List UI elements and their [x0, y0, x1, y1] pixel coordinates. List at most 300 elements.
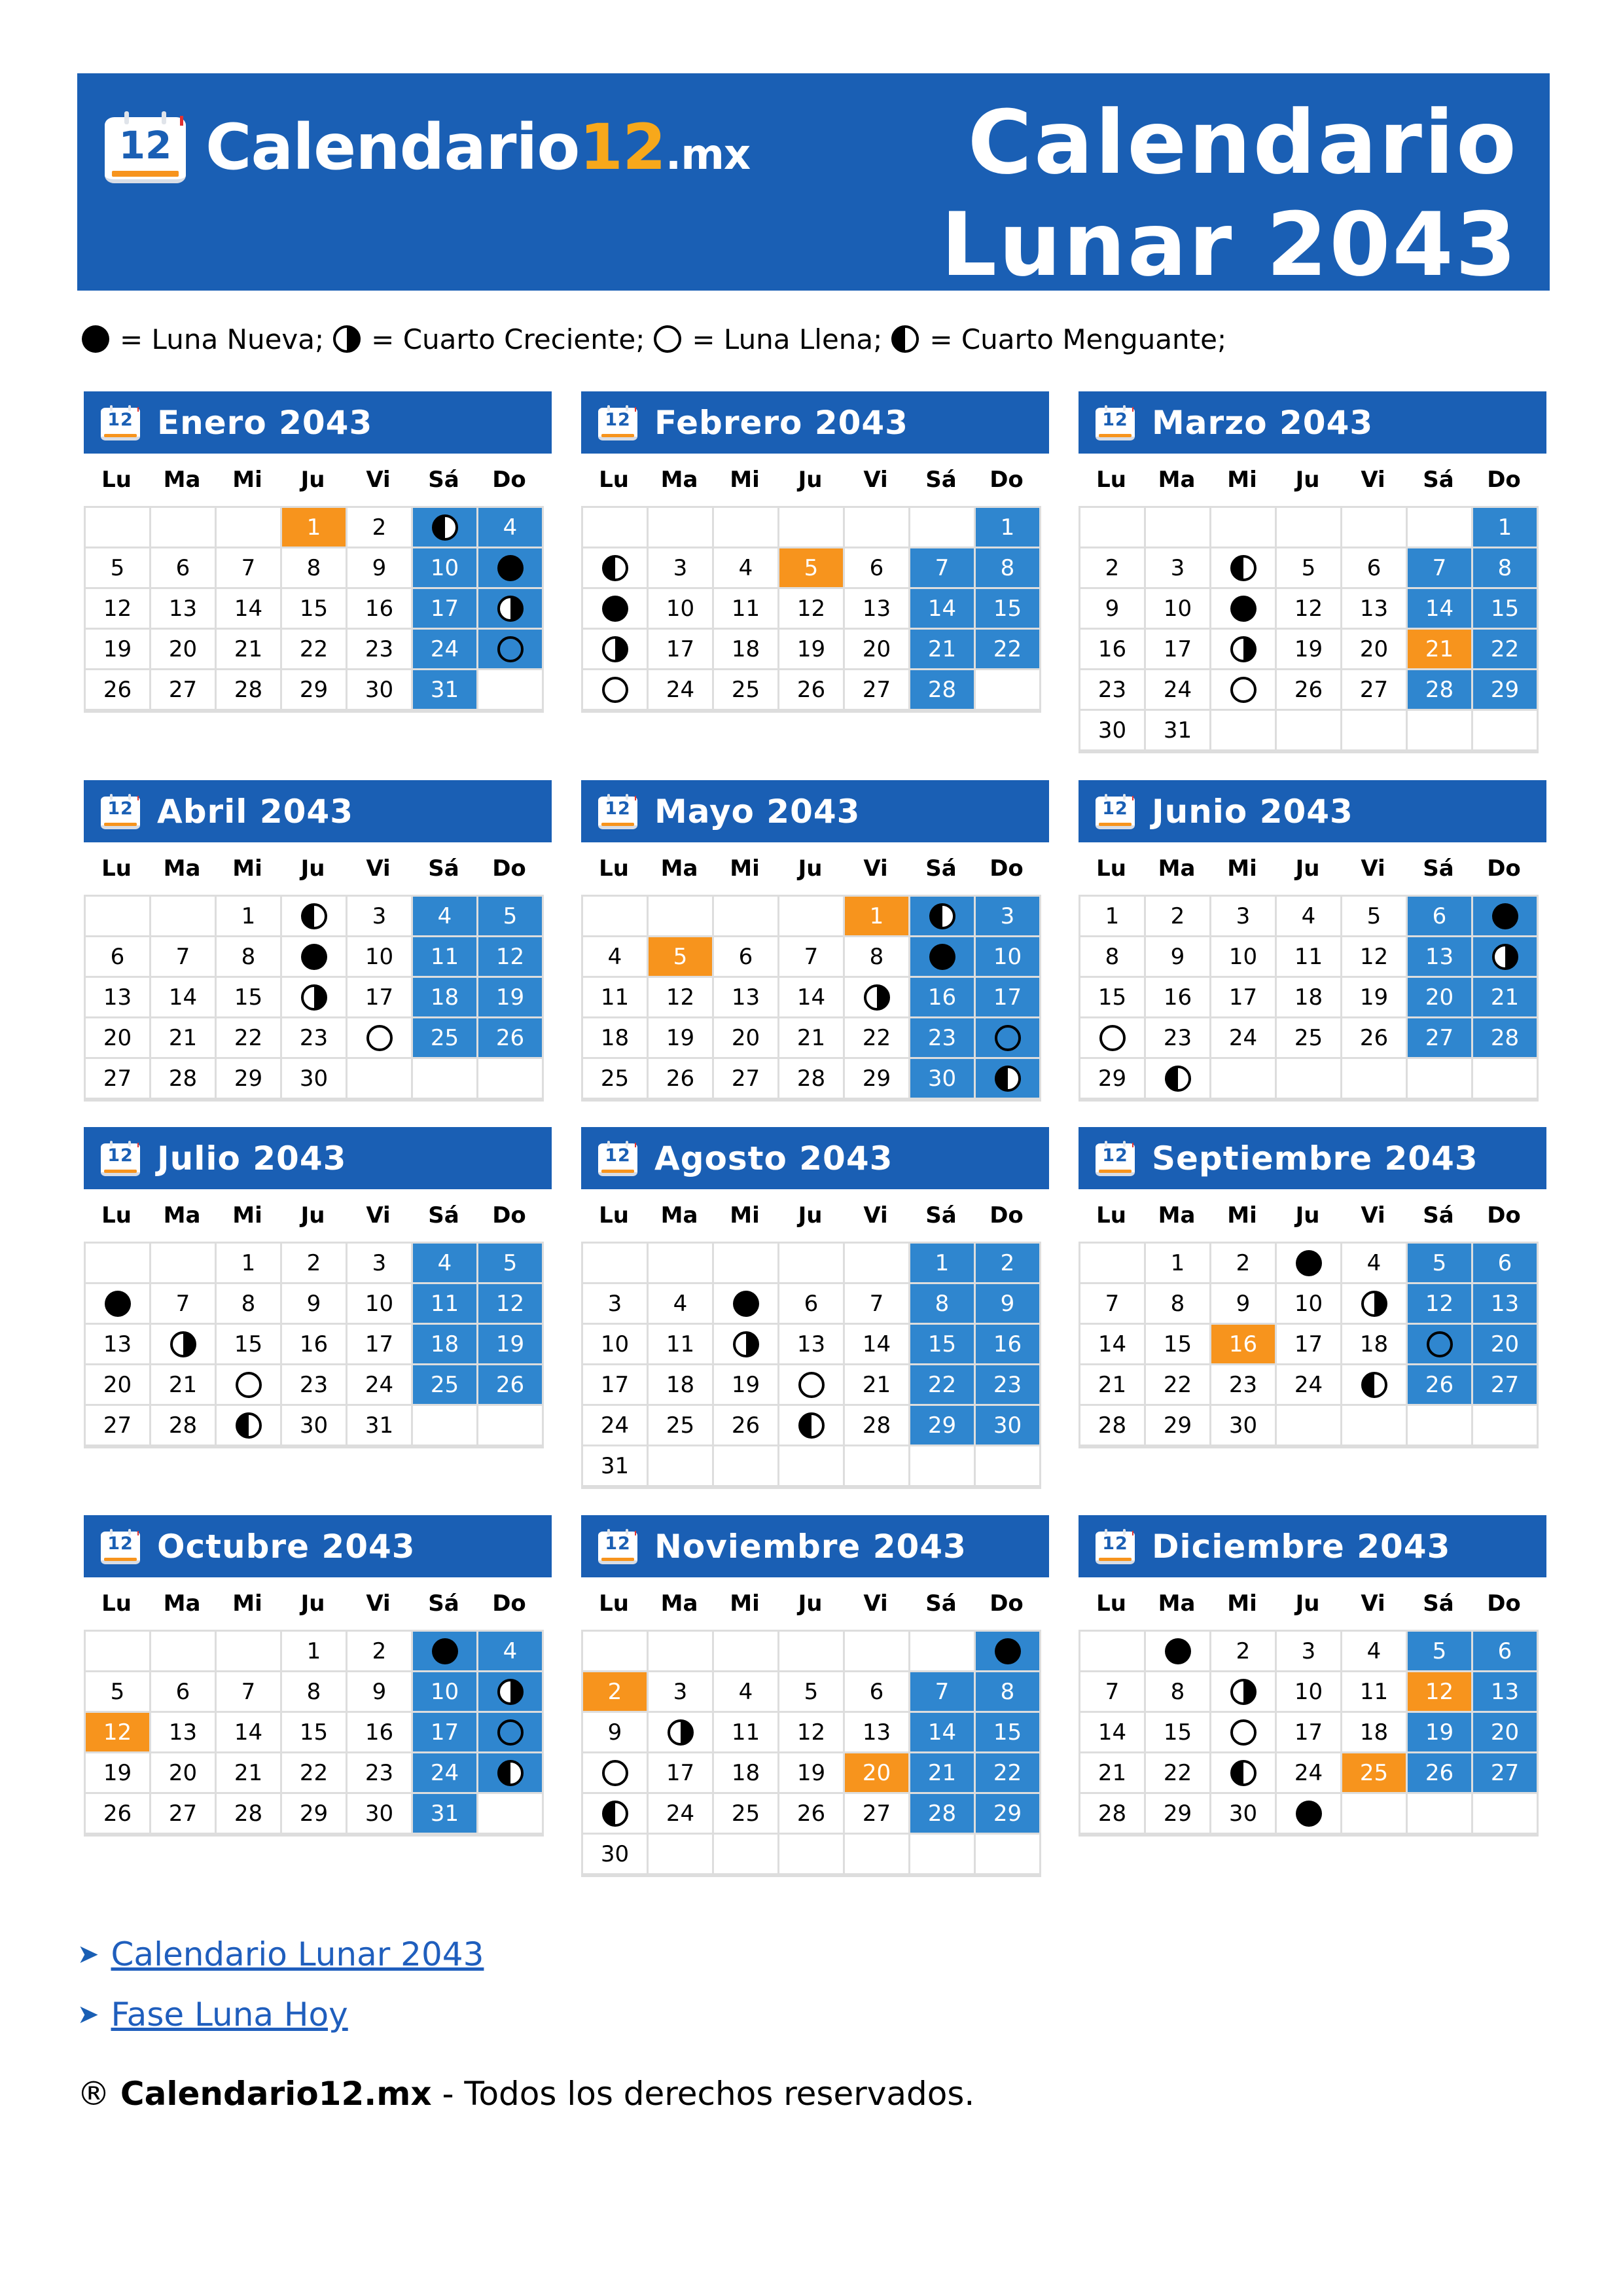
day-cell: 29	[217, 1059, 282, 1100]
link-fase-luna-hoy[interactable]: Fase Luna Hoy	[111, 1996, 348, 2034]
empty-cell	[1080, 508, 1146, 548]
full-moon-icon	[602, 677, 628, 703]
day-cell: 31	[413, 670, 478, 711]
day-cell: 17	[348, 1325, 413, 1365]
day-cell	[1146, 1632, 1211, 1672]
day-cell	[1211, 589, 1277, 630]
day-cell: 29	[976, 1794, 1041, 1835]
empty-cell	[478, 670, 544, 711]
weekday-label: Vi	[863, 467, 888, 493]
day-cell: 7	[1408, 548, 1473, 589]
day-cell: 11	[714, 1713, 779, 1753]
full-moon-icon	[798, 1372, 825, 1398]
day-cell: 15	[910, 1325, 976, 1365]
weekday-label: Ju	[300, 1590, 325, 1617]
last-quarter-moon-icon	[1230, 555, 1257, 581]
day-cell: 13	[845, 589, 910, 630]
day-cell: 27	[714, 1059, 779, 1100]
day-cell: 12	[478, 1284, 544, 1325]
last-quarter-moon-icon	[1230, 1760, 1257, 1786]
day-cell	[779, 1365, 845, 1406]
day-cell: 29	[845, 1059, 910, 1100]
weekday-label: Vi	[1361, 1590, 1385, 1617]
day-cell: 15	[976, 1713, 1041, 1753]
day-grid	[84, 1630, 544, 1837]
day-cell: 8	[1146, 1672, 1211, 1713]
day-cell: 8	[1080, 937, 1146, 978]
weekday-label: Sá	[428, 1590, 459, 1617]
day-cell: 27	[151, 1794, 217, 1835]
day-cell: 19	[86, 630, 151, 670]
month-calendar	[84, 780, 552, 1102]
day-cell: 13	[1408, 937, 1473, 978]
day-cell: 8	[910, 1284, 976, 1325]
day-cell: 30	[910, 1059, 976, 1100]
month-title: Diciembre 2043	[1152, 1527, 1451, 1566]
day-cell: 10	[413, 1672, 478, 1713]
day-cell: 28	[1080, 1406, 1146, 1446]
weekday-label: Do	[990, 1202, 1024, 1229]
weekday-label: Do	[1487, 855, 1521, 882]
day-cell	[1408, 1325, 1473, 1365]
day-cell: 12	[1342, 937, 1408, 978]
day-cell: 15	[282, 589, 348, 630]
last-quarter-moon-icon	[929, 903, 955, 929]
day-cell	[714, 1284, 779, 1325]
weekday-label: Ma	[660, 1590, 698, 1617]
day-cell: 4	[649, 1284, 714, 1325]
day-cell: 17	[1211, 978, 1277, 1018]
day-cell: 1	[1080, 897, 1146, 937]
day-cell: 16	[348, 589, 413, 630]
day-cell: 22	[1146, 1753, 1211, 1794]
weekday-header-row	[1079, 454, 1546, 506]
month-title: Febrero 2043	[654, 403, 908, 442]
day-cell: 10	[1146, 589, 1211, 630]
day-cell: 26	[1408, 1753, 1473, 1794]
empty-cell	[976, 1835, 1041, 1875]
empty-cell	[1211, 711, 1277, 751]
day-cell	[779, 1406, 845, 1446]
day-cell: 25	[714, 670, 779, 711]
legend-first-quarter: = Cuarto Creciente;	[371, 323, 645, 355]
day-cell: 3	[348, 897, 413, 937]
day-cell: 6	[714, 937, 779, 978]
day-cell: 7	[779, 937, 845, 978]
day-grid	[1079, 1630, 1539, 1837]
day-cell: 21	[1080, 1753, 1146, 1794]
month-title: Julio 2043	[157, 1139, 347, 1177]
day-cell: 30	[1211, 1406, 1277, 1446]
day-cell: 5	[86, 1672, 151, 1713]
empty-cell	[779, 897, 845, 937]
day-cell: 16	[976, 1325, 1041, 1365]
day-cell: 14	[1408, 589, 1473, 630]
day-cell: 20	[1408, 978, 1473, 1018]
month-header	[84, 1127, 552, 1189]
last-quarter-moon-icon	[995, 1066, 1021, 1092]
day-cell: 19	[1342, 978, 1408, 1018]
empty-cell	[649, 1446, 714, 1487]
calendar-icon-number: 12	[118, 122, 172, 168]
day-cell: 26	[1408, 1365, 1473, 1406]
weekday-label: Ma	[163, 1202, 201, 1229]
day-cell: 19	[478, 978, 544, 1018]
full-moon-icon	[497, 1719, 524, 1746]
day-cell: 17	[976, 978, 1041, 1018]
day-cell: 5	[1408, 1244, 1473, 1284]
weekday-label: Vi	[1361, 467, 1385, 493]
day-cell: 5	[478, 1244, 544, 1284]
day-cell: 16	[1080, 630, 1146, 670]
empty-cell	[649, 1632, 714, 1672]
day-cell: 28	[910, 670, 976, 711]
full-moon-icon	[497, 636, 524, 662]
day-cell: 8	[1473, 548, 1539, 589]
day-cell: 20	[845, 630, 910, 670]
day-grid	[581, 1242, 1041, 1489]
first-quarter-moon-icon	[668, 1719, 694, 1746]
day-cell: 9	[583, 1713, 649, 1753]
day-cell: 16	[1146, 978, 1211, 1018]
day-cell: 19	[1277, 630, 1342, 670]
arrow-right-icon: ➤	[77, 1939, 99, 1969]
day-cell: 17	[1277, 1713, 1342, 1753]
day-cell	[86, 1284, 151, 1325]
empty-cell	[714, 1835, 779, 1875]
day-cell: 29	[1080, 1059, 1146, 1100]
full-moon-icon	[1427, 1331, 1453, 1357]
day-cell: 1	[1146, 1244, 1211, 1284]
weekday-label: Vi	[863, 1590, 888, 1617]
day-cell: 8	[976, 548, 1041, 589]
day-cell: 4	[478, 508, 544, 548]
link-row	[77, 1984, 484, 2045]
empty-cell	[845, 508, 910, 548]
weekday-label: Do	[492, 467, 526, 493]
weekday-label: Lu	[1096, 467, 1126, 493]
day-cell: 4	[583, 937, 649, 978]
full-moon-icon	[366, 1025, 393, 1051]
full-moon-icon	[602, 1760, 628, 1786]
weekday-label: Ju	[798, 1590, 823, 1617]
month-calendar	[1079, 391, 1546, 753]
empty-cell	[976, 670, 1041, 711]
day-cell: 26	[86, 1794, 151, 1835]
day-cell: 10	[348, 937, 413, 978]
day-cell: 11	[413, 1284, 478, 1325]
day-cell: 25	[413, 1018, 478, 1059]
day-cell: 14	[1080, 1325, 1146, 1365]
empty-cell	[649, 508, 714, 548]
calendar-icon-number: 12	[605, 798, 631, 819]
day-cell	[478, 548, 544, 589]
day-cell	[478, 1713, 544, 1753]
empty-cell	[845, 1835, 910, 1875]
empty-cell	[845, 1446, 910, 1487]
day-cell: 2	[348, 1632, 413, 1672]
calendar-icon	[101, 405, 140, 440]
day-cell: 21	[910, 630, 976, 670]
day-cell: 5	[478, 897, 544, 937]
weekday-label: Ju	[300, 467, 325, 493]
empty-cell	[649, 897, 714, 937]
day-cell: 13	[1342, 589, 1408, 630]
full-moon-icon	[995, 1025, 1021, 1051]
site-logo[interactable]	[105, 111, 750, 183]
page-title-line2: Lunar 2043	[940, 194, 1518, 296]
day-cell	[478, 630, 544, 670]
day-cell: 29	[1146, 1406, 1211, 1446]
day-cell: 5	[1408, 1632, 1473, 1672]
day-cell: 6	[1342, 548, 1408, 589]
full-moon-icon	[1230, 677, 1257, 703]
calendar-icon	[1096, 1529, 1135, 1564]
day-cell: 21	[1408, 630, 1473, 670]
weekday-label: Ma	[1158, 467, 1196, 493]
weekday-label: Sá	[925, 855, 957, 882]
day-cell: 27	[1473, 1365, 1539, 1406]
day-cell: 13	[779, 1325, 845, 1365]
day-cell: 20	[1473, 1713, 1539, 1753]
empty-cell	[1473, 1794, 1539, 1835]
day-cell	[1080, 1018, 1146, 1059]
day-cell: 1	[282, 1632, 348, 1672]
day-cell: 27	[151, 670, 217, 711]
day-cell: 24	[1277, 1753, 1342, 1794]
calendar-icon	[598, 794, 637, 829]
calendar-icon	[101, 1141, 140, 1176]
day-cell: 8	[217, 1284, 282, 1325]
new-moon-icon	[995, 1638, 1021, 1664]
day-cell: 13	[151, 1713, 217, 1753]
day-cell: 21	[151, 1018, 217, 1059]
day-cell: 4	[1342, 1244, 1408, 1284]
month-header	[1079, 1127, 1546, 1189]
new-moon-icon	[105, 1291, 131, 1317]
calendar-icon	[598, 1141, 637, 1176]
weekday-label: Sá	[428, 1202, 459, 1229]
empty-cell	[86, 1632, 151, 1672]
day-cell: 21	[217, 630, 282, 670]
weekday-label: Lu	[101, 855, 132, 882]
day-cell: 7	[1080, 1284, 1146, 1325]
weekday-header-row	[1079, 1189, 1546, 1242]
empty-cell	[86, 1244, 151, 1284]
month-title: Noviembre 2043	[654, 1527, 967, 1566]
link-calendario-lunar[interactable]: Calendario Lunar 2043	[111, 1935, 484, 1973]
day-cell: 14	[910, 589, 976, 630]
calendar-icon	[1096, 1141, 1135, 1176]
day-cell: 6	[779, 1284, 845, 1325]
day-cell: 5	[779, 548, 845, 589]
day-cell: 2	[976, 1244, 1041, 1284]
day-cell: 5	[1342, 897, 1408, 937]
day-grid	[1079, 1242, 1539, 1448]
day-cell	[1342, 1365, 1408, 1406]
day-cell: 21	[845, 1365, 910, 1406]
day-cell: 18	[714, 1753, 779, 1794]
weekday-label: Ma	[660, 467, 698, 493]
day-cell	[478, 1753, 544, 1794]
day-cell	[1277, 1244, 1342, 1284]
day-cell	[910, 897, 976, 937]
empty-cell	[714, 897, 779, 937]
empty-cell	[1080, 1244, 1146, 1284]
day-cell: 19	[649, 1018, 714, 1059]
first-quarter-moon-icon	[733, 1331, 759, 1357]
day-cell: 6	[1473, 1632, 1539, 1672]
weekday-label: Mi	[730, 855, 760, 882]
weekday-label: Ju	[1295, 1202, 1320, 1229]
weekday-label: Lu	[1096, 1590, 1126, 1617]
day-cell: 12	[1408, 1672, 1473, 1713]
day-cell: 17	[649, 630, 714, 670]
weekday-label: Sá	[925, 1590, 957, 1617]
day-cell: 6	[1473, 1244, 1539, 1284]
month-calendar	[84, 1127, 552, 1448]
day-cell	[1211, 670, 1277, 711]
day-cell: 18	[413, 978, 478, 1018]
weekday-header-row	[1079, 1577, 1546, 1630]
day-cell: 14	[217, 1713, 282, 1753]
weekday-label: Lu	[101, 1202, 132, 1229]
moon-phase-legend	[82, 319, 1236, 359]
day-cell	[282, 897, 348, 937]
day-cell: 17	[1146, 630, 1211, 670]
day-cell: 15	[217, 978, 282, 1018]
weekday-label: Mi	[1227, 467, 1257, 493]
day-cell: 31	[583, 1446, 649, 1487]
empty-cell	[779, 1632, 845, 1672]
weekday-header-row	[581, 454, 1049, 506]
day-cell: 16	[282, 1325, 348, 1365]
day-cell: 7	[910, 548, 976, 589]
day-cell: 26	[478, 1018, 544, 1059]
day-cell	[217, 1365, 282, 1406]
calendar-icon-number: 12	[1102, 798, 1128, 819]
weekday-label: Sá	[1423, 467, 1454, 493]
day-cell: 1	[217, 1244, 282, 1284]
empty-cell	[1211, 1059, 1277, 1100]
month-calendar	[581, 780, 1049, 1102]
calendar-icon-number: 12	[1102, 410, 1128, 431]
day-cell: 7	[1080, 1672, 1146, 1713]
day-cell: 28	[1473, 1018, 1539, 1059]
day-cell: 16	[348, 1713, 413, 1753]
day-cell: 2	[282, 1244, 348, 1284]
day-cell: 19	[1408, 1713, 1473, 1753]
day-cell: 20	[151, 630, 217, 670]
weekday-header-row	[84, 1189, 552, 1242]
month-header	[581, 1515, 1049, 1577]
day-grid	[581, 895, 1041, 1102]
last-quarter-moon-icon	[497, 1760, 524, 1786]
day-cell	[583, 630, 649, 670]
day-cell: 8	[282, 1672, 348, 1713]
day-cell: 7	[910, 1672, 976, 1713]
day-cell: 12	[1277, 589, 1342, 630]
day-cell: 28	[217, 670, 282, 711]
empty-cell	[1408, 1794, 1473, 1835]
day-cell: 4	[714, 548, 779, 589]
calendar-icon	[101, 794, 140, 829]
day-cell: 24	[649, 670, 714, 711]
empty-cell	[1342, 1406, 1408, 1446]
weekday-header-row	[1079, 842, 1546, 895]
day-cell: 4	[1277, 897, 1342, 937]
weekday-label: Mi	[232, 467, 262, 493]
day-cell: 4	[413, 897, 478, 937]
empty-cell	[910, 508, 976, 548]
page-title-line1: Calendario	[967, 92, 1518, 194]
weekday-label: Do	[990, 1590, 1024, 1617]
day-cell: 2	[583, 1672, 649, 1713]
month-title: Abril 2043	[157, 792, 353, 831]
link-row	[77, 1924, 484, 1984]
new-moon-icon	[301, 944, 327, 970]
day-cell: 13	[845, 1713, 910, 1753]
day-cell: 19	[779, 1753, 845, 1794]
full-moon-icon	[654, 325, 681, 353]
month-header	[581, 780, 1049, 842]
day-cell: 8	[282, 548, 348, 589]
day-cell: 1	[976, 508, 1041, 548]
empty-cell	[649, 1244, 714, 1284]
day-cell	[1211, 1713, 1277, 1753]
day-cell: 23	[910, 1018, 976, 1059]
day-cell: 26	[86, 670, 151, 711]
day-cell: 17	[649, 1753, 714, 1794]
weekday-label: Sá	[925, 1202, 957, 1229]
day-cell: 9	[1080, 589, 1146, 630]
weekday-label: Ju	[798, 467, 823, 493]
day-cell: 3	[348, 1244, 413, 1284]
day-cell	[1211, 548, 1277, 589]
new-moon-icon	[82, 325, 109, 353]
empty-cell	[1277, 1406, 1342, 1446]
weekday-label: Ma	[660, 855, 698, 882]
day-cell: 21	[217, 1753, 282, 1794]
weekday-label: Do	[1487, 467, 1521, 493]
day-cell: 20	[1473, 1325, 1539, 1365]
empty-cell	[151, 508, 217, 548]
day-cell: 11	[1277, 937, 1342, 978]
day-cell: 12	[86, 589, 151, 630]
day-cell: 25	[1277, 1018, 1342, 1059]
calendar-icon	[105, 111, 186, 183]
day-cell: 15	[1473, 589, 1539, 630]
weekday-label: Ju	[1295, 1590, 1320, 1617]
day-cell: 26	[779, 670, 845, 711]
empty-cell	[1408, 711, 1473, 751]
empty-cell	[1342, 1794, 1408, 1835]
day-cell: 12	[86, 1713, 151, 1753]
footer-text: - Todos los derechos reservados.	[431, 2075, 975, 2113]
day-cell	[413, 508, 478, 548]
day-cell	[976, 1632, 1041, 1672]
day-grid	[581, 1630, 1041, 1877]
day-cell: 28	[1408, 670, 1473, 711]
weekday-label: Do	[1487, 1202, 1521, 1229]
day-cell: 28	[151, 1059, 217, 1100]
day-cell: 14	[779, 978, 845, 1018]
day-cell: 6	[86, 937, 151, 978]
day-cell: 2	[348, 508, 413, 548]
empty-cell	[348, 1059, 413, 1100]
day-cell	[649, 1713, 714, 1753]
empty-cell	[478, 1059, 544, 1100]
